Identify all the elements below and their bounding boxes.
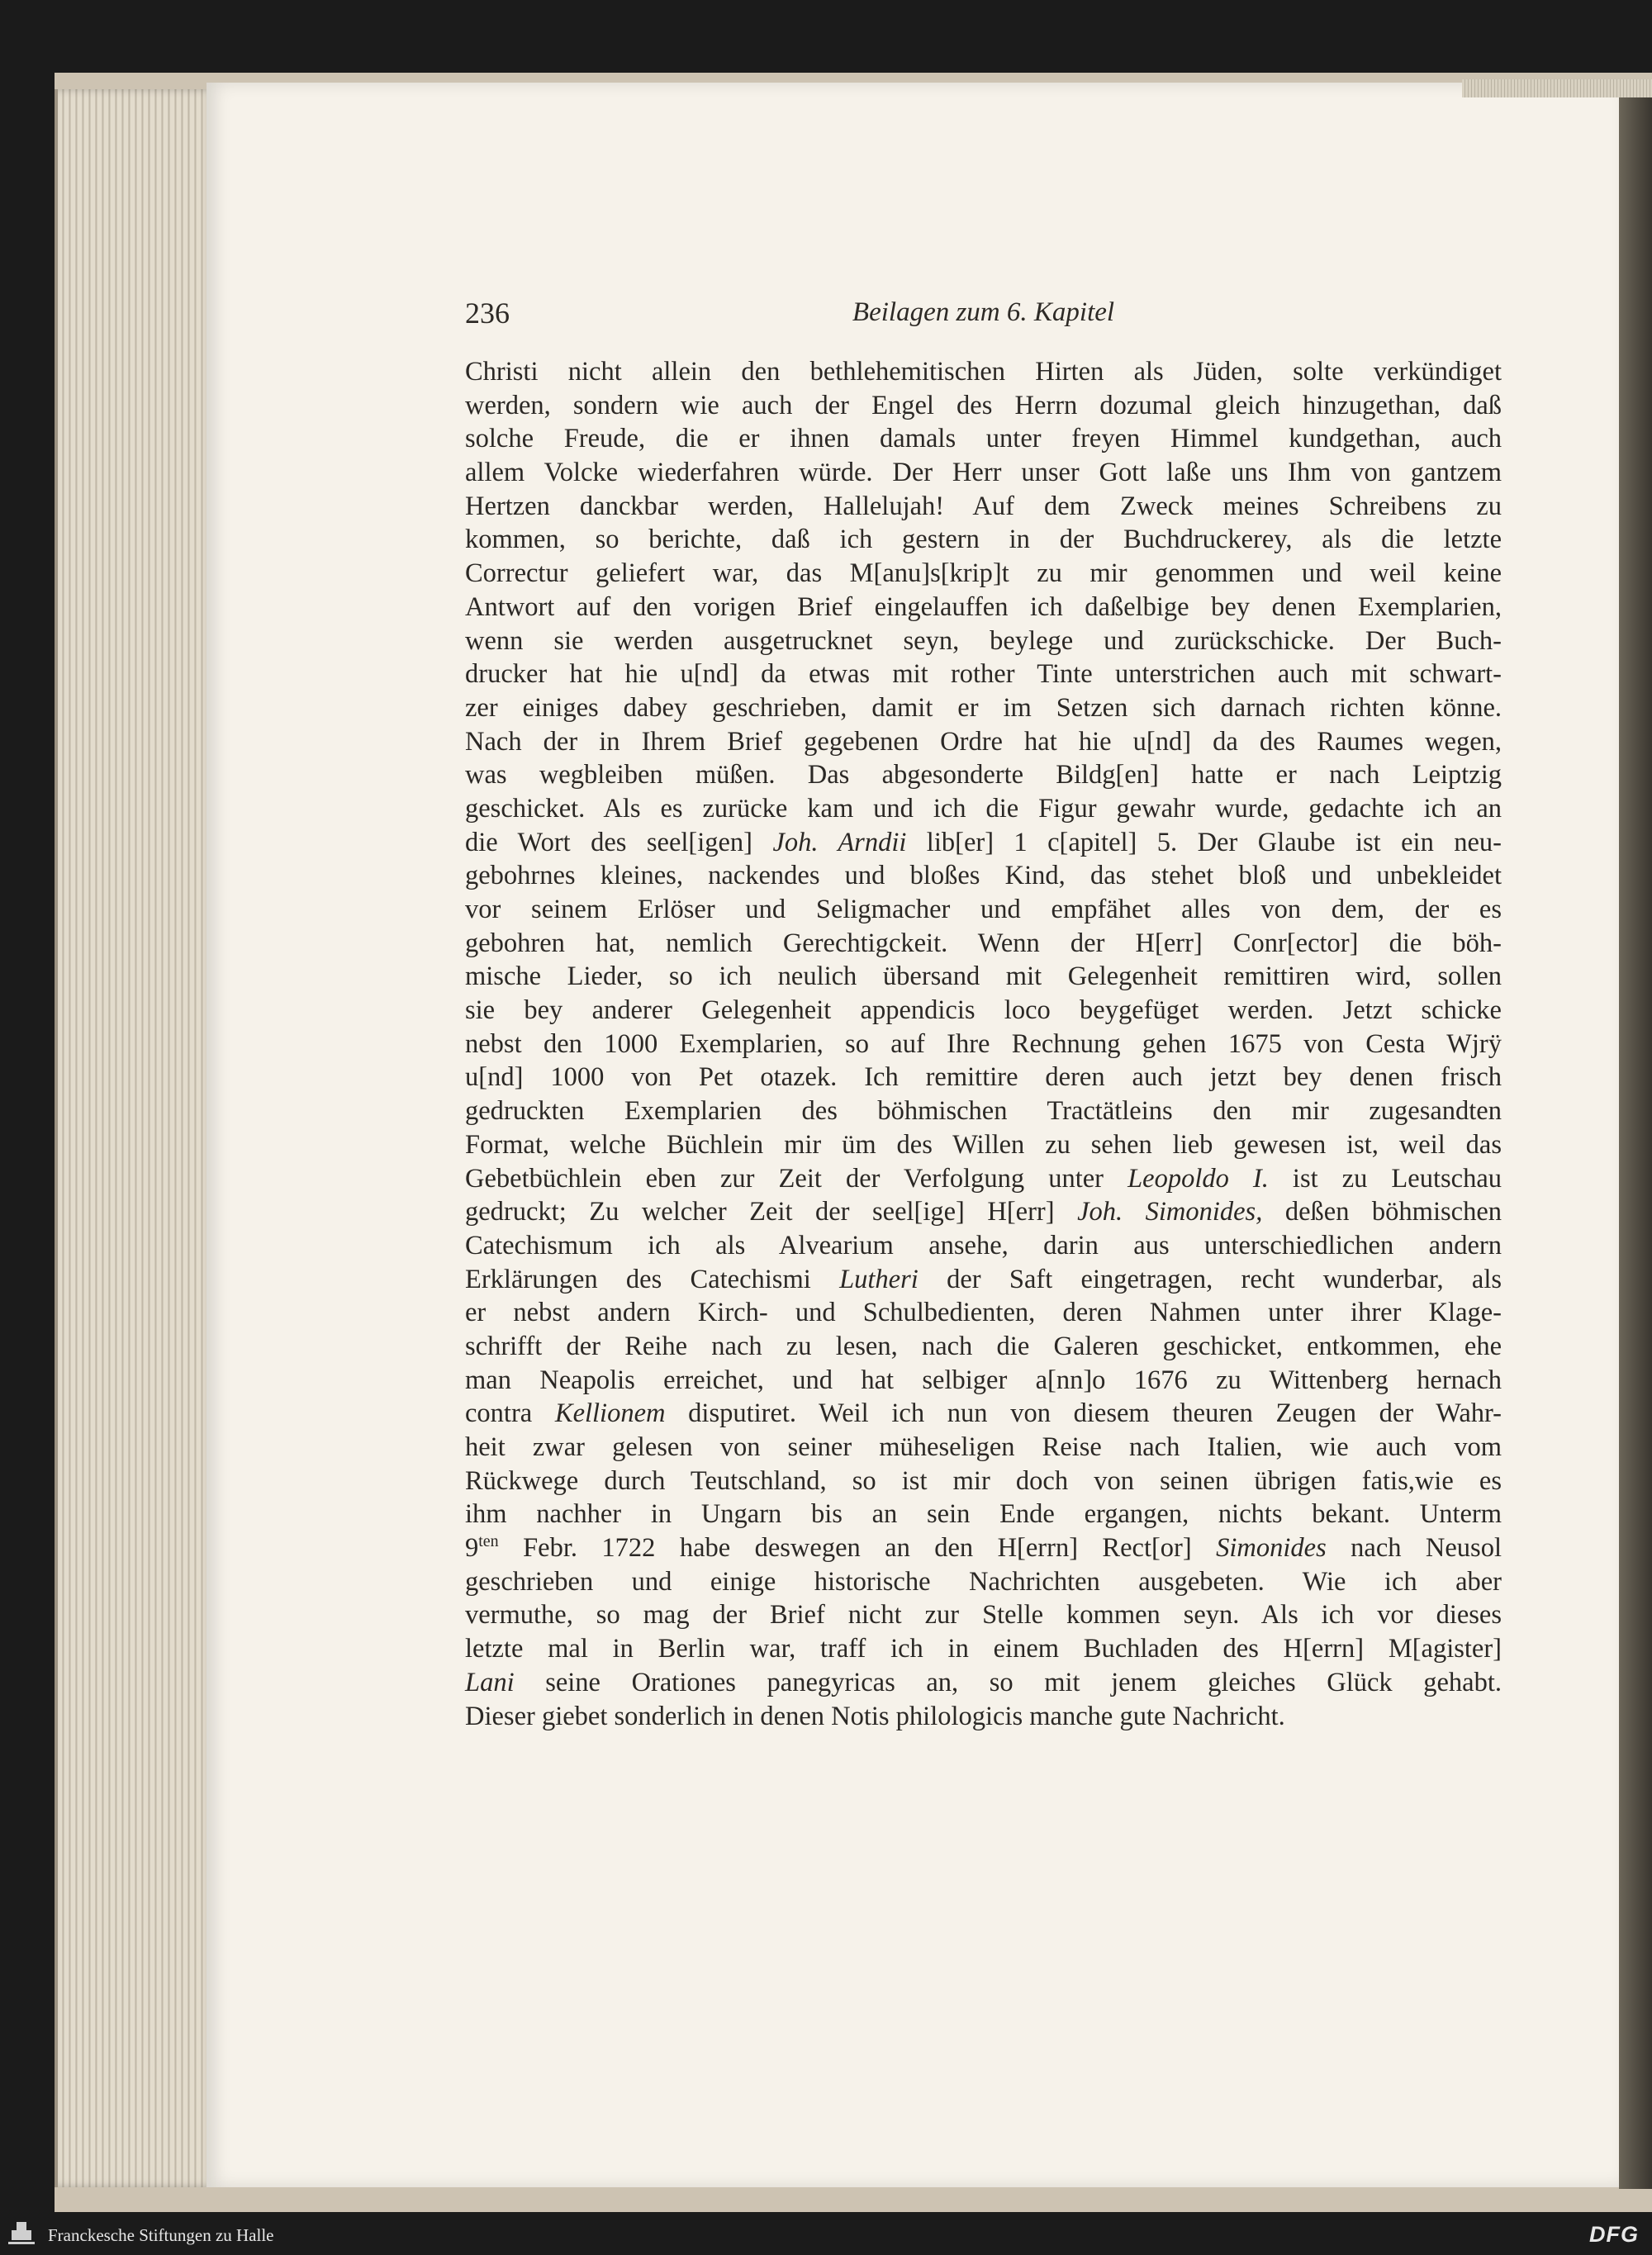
text-segment: der Saft eingetragen, recht wunderbar, als bbox=[918, 1264, 1502, 1294]
text-line bbox=[465, 1330, 1502, 1364]
text-segment: gebohren hat, nemlich Gerechtigckeit. Wenn der H[err] Conr[ector] die böh- bbox=[465, 928, 1502, 958]
text-line bbox=[465, 456, 1502, 490]
text-line bbox=[465, 1162, 1502, 1196]
text-segment: er nebst andern Kirch- und Schulbedienten, deren Nahmen unter ihrer Klage- bbox=[465, 1298, 1502, 1328]
text-segment: Gebetbüchlein eben zur Zeit der Verfolgung unter bbox=[465, 1163, 1128, 1194]
text-line bbox=[465, 1028, 1502, 1061]
dfg-logo: DFG bbox=[1589, 2222, 1639, 2247]
text-segment: die Wort des seel[igen] bbox=[465, 827, 773, 857]
text-segment: solche Freude, die er ihnen damals unter freyen Himmel kundgethan, auch bbox=[465, 424, 1502, 454]
text-segment: Dieser giebet sonderlich in denen Notis philologicis manche gute Nachricht. bbox=[465, 1701, 1285, 1731]
page-number: 236 bbox=[465, 297, 510, 330]
text-segment: drucker hat hie u[nd] da etwas mit rother Tinte unterstrichen auch mit schwart- bbox=[465, 659, 1502, 690]
text-line bbox=[465, 1431, 1502, 1465]
text-line bbox=[465, 1498, 1502, 1531]
text-line bbox=[465, 1465, 1502, 1498]
text-segment: Leopoldo I. bbox=[1127, 1163, 1269, 1194]
text-segment: schrifft der Reihe nach zu lesen, nach die Galeren geschicket, entkommen, ehe bbox=[465, 1331, 1502, 1361]
text-segment: ist zu Leutschau bbox=[1268, 1163, 1502, 1194]
text-segment: sie bey anderer Gelegenheit appendicis loco beygefüget werden. Jetzt schicke bbox=[465, 995, 1502, 1026]
text-line bbox=[465, 1632, 1502, 1666]
body-text bbox=[465, 355, 1502, 1733]
text-line bbox=[465, 792, 1502, 826]
text-line bbox=[465, 758, 1502, 792]
text-segment: zer einiges dabey geschrieben, damit er im Setzen sich darnach richten könne. bbox=[465, 692, 1502, 723]
text-segment: allem Volcke wiederfahren würde. Der Herr unser Gott laße uns Ihm von gantzem bbox=[465, 458, 1502, 488]
text-line bbox=[465, 355, 1502, 389]
text-segment: man Neapolis erreichet, und hat selbiger a[nn]o 1676 zu Wittenberg hernach bbox=[465, 1365, 1502, 1395]
franckesche-stiftungen-logo-icon bbox=[5, 2219, 38, 2248]
text-segment: Format, welche Büchlein mir üm des Willen zu sehen lieb gewesen ist, weil das bbox=[465, 1129, 1502, 1160]
text-line bbox=[465, 422, 1502, 456]
text-line bbox=[465, 1598, 1502, 1632]
text-line bbox=[465, 893, 1502, 927]
text-segment: ten bbox=[478, 1532, 499, 1551]
text-line bbox=[465, 591, 1502, 624]
text-line bbox=[465, 859, 1502, 893]
text-segment: Nach der in Ihrem Brief gegebenen Ordre hat hie u[nd] da des Raumes wegen, bbox=[465, 726, 1502, 757]
text-line bbox=[465, 1364, 1502, 1398]
text-line bbox=[465, 1531, 1502, 1565]
text-line bbox=[465, 1565, 1502, 1599]
text-segment: ihm nachher in Ungarn bis an sein Ende ergangen, nichts bekant. Unterm bbox=[465, 1499, 1502, 1530]
text-line bbox=[465, 994, 1502, 1028]
text-segment: nebst den 1000 Exemplarien, so auf Ihre Rechnung gehen 1675 von Cesta Wjrÿ bbox=[465, 1028, 1502, 1059]
text-segment: werden, sondern wie auch der Engel des Herrn dozumal gleich hinzugethan, daß bbox=[465, 390, 1502, 420]
text-segment: Kellionem bbox=[554, 1398, 666, 1429]
text-line bbox=[465, 523, 1502, 557]
text-segment: Hertzen danckbar werden, Hallelujah! Auf dem Zweck meines Schreibens zu bbox=[465, 491, 1502, 521]
text-segment: letzte mal in Berlin war, traff ich in einem Buchladen des H[errn] M[agister] bbox=[465, 1634, 1502, 1664]
text-line bbox=[465, 1397, 1502, 1431]
text-segment: heit zwar gelesen von seiner müheseligen Reise nach Italien, wie auch vom bbox=[465, 1432, 1502, 1462]
text-segment: nach Neusol bbox=[1326, 1533, 1502, 1564]
text-segment: u[nd] 1000 von Pet otazek. Ich remittire deren auch jetzt bey denen frisch bbox=[465, 1062, 1502, 1093]
text-segment: Catechismum ich als Alvearium ansehe, darin aus unterschiedlichen andern bbox=[465, 1230, 1502, 1260]
text-segment: Joh. Simonides, bbox=[1077, 1197, 1263, 1227]
text-line bbox=[465, 826, 1502, 860]
text-segment: vermuthe, so mag der Brief nicht zur Stelle kommen seyn. Als ich vor dieses bbox=[465, 1600, 1502, 1631]
text-line bbox=[465, 1061, 1502, 1094]
text-segment: Erklärungen des Catechismi bbox=[465, 1264, 840, 1294]
text-segment: Correctur geliefert war, das M[anu]s[krip]t zu mir genommen und weil keine bbox=[465, 558, 1502, 589]
text-line bbox=[465, 725, 1502, 759]
text-line bbox=[465, 1195, 1502, 1229]
text-line bbox=[465, 1666, 1502, 1700]
text-segment: geschrieben und einige historische Nachrichten ausgebeten. Wie ich aber bbox=[465, 1566, 1502, 1597]
text-line bbox=[465, 490, 1502, 524]
text-segment: contra bbox=[465, 1398, 555, 1429]
text-segment: Lani bbox=[465, 1667, 515, 1697]
page-gutter-shadow bbox=[1619, 79, 1652, 2189]
footer-label: Franckesche Stiftungen zu Halle bbox=[48, 2225, 274, 2245]
text-segment: Lutheri bbox=[839, 1264, 919, 1294]
text-segment: gedruckt; Zu welcher Zeit der seel[ige] H[err] bbox=[465, 1197, 1078, 1227]
text-line bbox=[465, 389, 1502, 423]
text-segment: disputiret. Weil ich nun von diesem theuren Zeugen der Wahr- bbox=[665, 1398, 1502, 1429]
text-segment: Joh. Arndii bbox=[772, 827, 907, 857]
text-line bbox=[465, 1296, 1502, 1330]
text-line bbox=[465, 960, 1502, 994]
text-segment: wenn sie werden ausgetrucknet seyn, beylege und zurückschicke. Der Buch- bbox=[465, 625, 1502, 656]
text-line bbox=[465, 557, 1502, 591]
binding-edge bbox=[1462, 79, 1652, 97]
text-line bbox=[465, 1229, 1502, 1263]
text-segment: Rückwege durch Teutschland, so ist mir doch von seinen übrigen fatis,wie es bbox=[465, 1465, 1502, 1496]
text-segment: Simonides bbox=[1216, 1533, 1327, 1564]
text-line bbox=[465, 927, 1502, 961]
running-head: Beilagen zum 6. Kapitel bbox=[852, 297, 1115, 327]
text-segment: deßen böhmischen bbox=[1262, 1197, 1502, 1227]
text-segment: vor seinem Erlöser und Seligmacher und empfähet alles von dem, der es bbox=[465, 895, 1502, 924]
text-segment: kommen, so berichte, daß ich gestern in der Buchdruckerey, als die letzte bbox=[465, 525, 1502, 555]
text-segment: 9 bbox=[465, 1533, 479, 1564]
text-segment: lib[er] 1 c[apitel] 5. Der Glaube ist ein neu- bbox=[906, 827, 1502, 857]
text-line bbox=[465, 1094, 1502, 1128]
text-line bbox=[465, 1700, 1502, 1734]
text-segment: geschicket. Als es zurücke kam und ich die Figur gewahr wurde, gedachte ich an bbox=[465, 793, 1502, 824]
text-line bbox=[465, 1128, 1502, 1162]
text-segment: gedruckten Exemplarien des böhmischen Tractätleins den mir zugesandten bbox=[465, 1096, 1502, 1127]
text-line bbox=[465, 624, 1502, 658]
text-line bbox=[465, 658, 1502, 691]
page-edges bbox=[55, 89, 215, 2187]
text-segment: Febr. 1722 habe deswegen an den H[errn] Rect[or] bbox=[498, 1533, 1217, 1564]
text-segment: gebohrnes kleines, nackendes und bloßes Kind, das stehet bloß und unbekleidet bbox=[465, 861, 1502, 891]
page-header bbox=[465, 296, 1502, 337]
text-line bbox=[465, 691, 1502, 725]
text-segment: Antwort auf den vorigen Brief eingelauffen ich daßelbige bey denen Exemplarien, bbox=[465, 591, 1502, 622]
text-segment: Christi nicht allein den bethlehemitischen Hirten als Jüden, solte verkündiget bbox=[465, 357, 1502, 387]
text-segment: was wegbleiben müßen. Das abgesonderte Bildg[en] hatte er nach Leiptzig bbox=[465, 760, 1502, 790]
text-line bbox=[465, 1263, 1502, 1297]
text-segment: seine Orationes panegyricas an, so mit jenem gleiches Glück gehabt. bbox=[514, 1667, 1502, 1697]
text-segment: mische Lieder, so ich neulich übersand mit Gelegenheit remittiren wird, sollen bbox=[465, 961, 1502, 992]
